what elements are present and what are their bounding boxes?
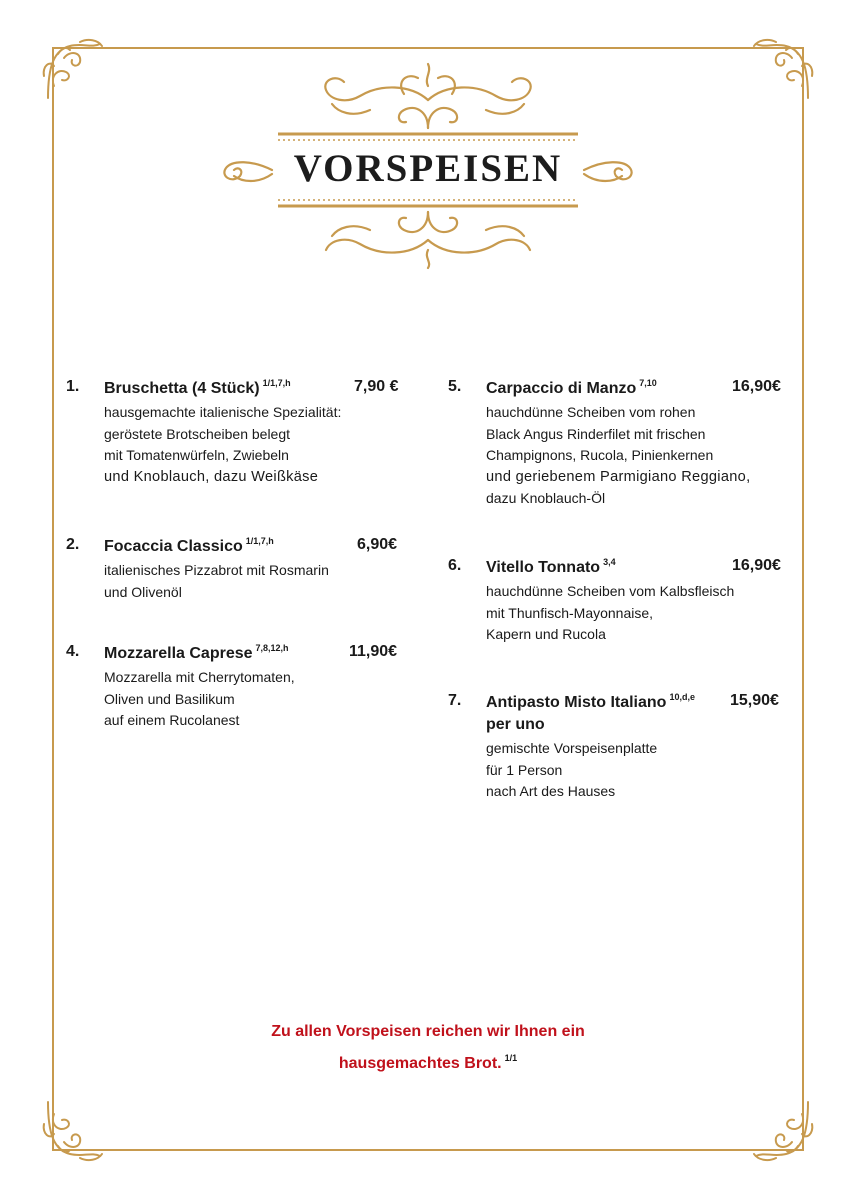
title-flourish-icon [0, 0, 856, 270]
item-number: 1. [66, 378, 80, 395]
item-price: 6,90€ [357, 536, 398, 553]
item-name: Antipasto Misto Italiano $^{10,d,e}$ [486, 692, 695, 711]
item-number: 5. [448, 378, 462, 395]
scroll-corner-icon [40, 1094, 110, 1164]
menu-item [448, 692, 793, 803]
item-description: Mozzarella mit Cherrytomaten, Oliven und Basilikum auf einem Rucolanest [104, 669, 295, 728]
item-name: Vitello Tonnato $^{3,4}$ [486, 557, 616, 576]
item-price: 15,90€ [730, 692, 779, 709]
title-header [0, 0, 856, 270]
menu-item [66, 643, 406, 732]
item-description: gemischte Vorspeisenplatte für 1 Person nach Art des Hauses [486, 740, 658, 799]
item-number: 4. [66, 643, 80, 660]
bread-note-line1: Zu allen Vorspeisen reichen wir Ihnen ein [271, 1023, 585, 1040]
menu-item [66, 378, 406, 488]
menu-item [66, 536, 406, 603]
item-price: 11,90€ [349, 643, 398, 660]
allergen-codes: 10,d,e [669, 692, 695, 702]
item-name: Bruschetta (4 Stück) $^{1/1,7,h}$ [104, 378, 291, 397]
item-description: hauchdünne Scheiben vom Kalbsfleisch mit Thunfisch-Mayonnaise, Kapern und Rucola [486, 583, 735, 642]
bread-note-line2: hausgemachtes Brot. $^{1/1}$ [338, 1053, 518, 1072]
allergen-codes: 1/1 [504, 1053, 518, 1063]
item-price: 16,90€ [732, 557, 781, 574]
allergen-codes: 7,10 [639, 378, 657, 388]
item-description: italienisches Pizzabrot mit Rosmarin und Olivenöl [104, 562, 329, 600]
item-number: 7. [448, 692, 462, 709]
item-name: Mozzarella Caprese $^{7,8,12,h}$ [104, 643, 289, 662]
item-price: 7,90 € [354, 378, 399, 395]
bread-note [0, 1018, 856, 1077]
menu-item [448, 378, 793, 510]
item-name: Carpaccio di Manzo $^{7,10}$ [486, 378, 657, 397]
item-description: hausgemachte italienische Spezialität: geröstete Brotscheiben belegt mit Tomatenwürfeln, Zwiebeln und Knoblauch, dazu Weißkäse [104, 404, 342, 485]
item-description: hauchdünne Scheiben vom rohen Black Angus Rinderfilet mit frischen Champignons, Rucola, Pinienkernen und geriebenem Parmigiano Reggiano, dazu Knoblauch-Öl [486, 404, 751, 506]
item-number: 6. [448, 557, 462, 574]
item-number: 2. [66, 536, 80, 553]
item-name-line2: per uno [486, 716, 545, 733]
item-price: 16,90€ [732, 378, 781, 395]
allergen-codes: 1/1,7,h [262, 378, 291, 388]
item-name: Focaccia Classico $^{1/1,7,h}$ [104, 536, 274, 555]
menu-item [448, 557, 793, 646]
allergen-codes: 1/1,7,h [245, 536, 274, 546]
scroll-corner-icon [746, 1094, 816, 1164]
allergen-codes: 3,4 [603, 557, 616, 567]
page-title: VORSPEISEN [293, 147, 563, 190]
allergen-codes: 7,8,12,h [255, 643, 289, 653]
